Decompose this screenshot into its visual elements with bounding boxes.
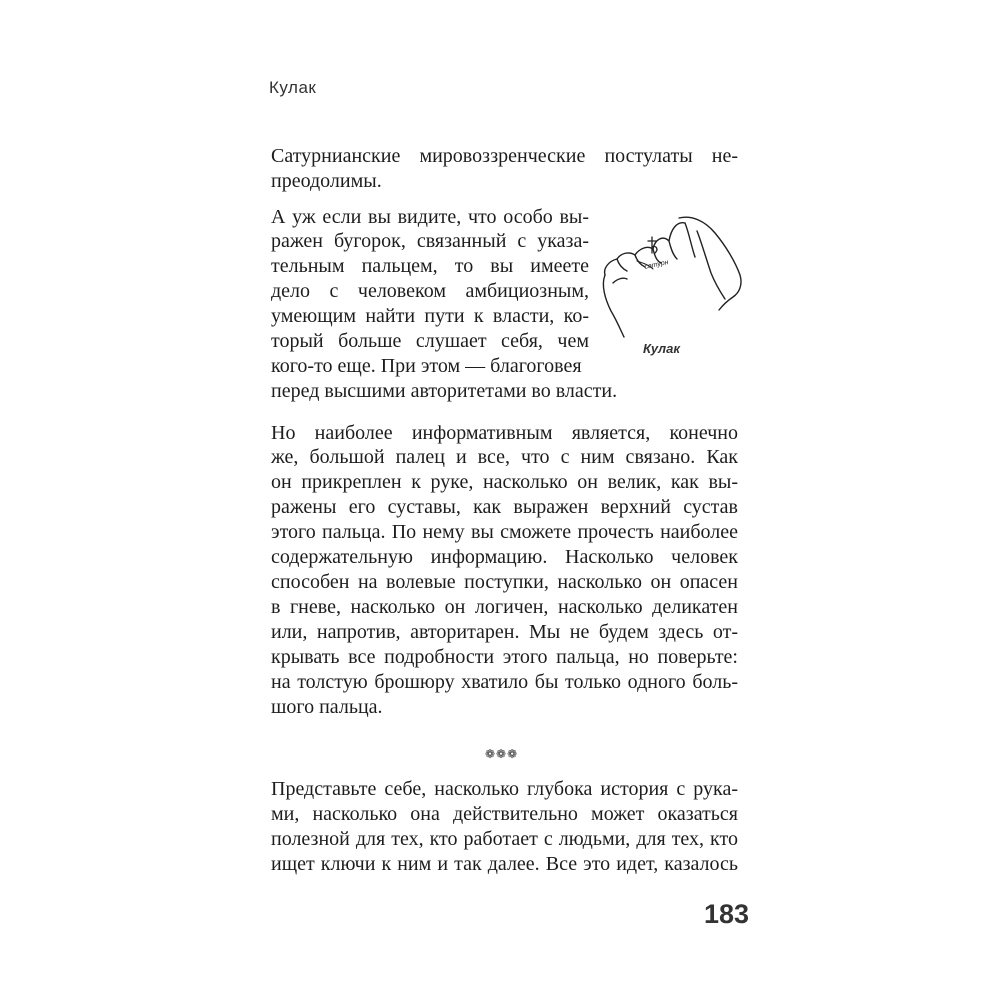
paragraph-2-line-2: ражен бугорок, связанный с указа- bbox=[271, 230, 589, 252]
paragraph-3-line-7: способен на волевые поступки, насколько он опасен bbox=[271, 571, 738, 593]
paragraph-3-line-9: или, напротив, авторитарен. Мы не будем здесь от- bbox=[271, 621, 738, 643]
figure-caption: Кулак bbox=[643, 341, 680, 356]
paragraph-3-line-4: ражены его суставы, как выражен верхний сустав bbox=[271, 496, 738, 518]
saturn-label: сатурн bbox=[643, 259, 670, 271]
running-head: Кулак bbox=[269, 78, 317, 97]
fist-drawing bbox=[597, 213, 747, 343]
page-number: 183 bbox=[704, 899, 750, 929]
paragraph-3-line-5: этого пальца. По нему вы сможете прочесть наиболее bbox=[271, 521, 738, 543]
paragraph-3-line-12: шого пальца. bbox=[271, 696, 383, 718]
paragraph-2-line-7: кого-то еще. При этом — благоговея bbox=[271, 355, 582, 377]
paragraph-4-line-1: Представьте себе, насколько глубока история с рука- bbox=[271, 778, 738, 800]
paragraph-3-line-1: Но наиболее информативным является, конечно bbox=[271, 422, 738, 444]
paragraph-2-line-4: дело с человеком амбициозным, bbox=[271, 280, 589, 302]
paragraph-3-line-2: же, большой палец и все, что с ним связано. Как bbox=[271, 446, 738, 468]
paragraph-3-line-8: в гневе, насколько он логичен, насколько деликатен bbox=[271, 596, 738, 618]
paragraph-4-line-3: полезной для тех, кто работает с людьми, для тех, кто bbox=[271, 828, 738, 850]
paragraph-2-line-5: умеющим найти пути к власти, ко- bbox=[271, 305, 589, 327]
paragraph-1-line-1: Сатурнианские мировоззренческие постулаты не- bbox=[271, 145, 738, 167]
paragraph-2-line-8: перед высшими авторитетами во власти. bbox=[271, 380, 618, 402]
paragraph-2-line-1: А уж если вы видите, что особо вы- bbox=[271, 206, 589, 228]
paragraph-3-line-10: крывать все подробности этого пальца, но поверьте: bbox=[271, 646, 738, 668]
paragraph-3-line-3: он прикреплен к руке, насколько он велик, как вы- bbox=[271, 471, 738, 493]
paragraph-4-line-4: ищет ключи к ним и так далее. Все это идет, казалось bbox=[271, 853, 738, 875]
paragraph-1-line-2: преодолимы. bbox=[271, 170, 382, 192]
paragraph-3-line-6: содержательную информацию. Насколько человек bbox=[271, 546, 738, 568]
paragraph-3-line-11: на толстую брошюру хватило бы только одного боль- bbox=[271, 671, 738, 693]
paragraph-2-line-3: тельным пальцем, то вы имеете bbox=[271, 255, 589, 277]
section-separator: ❁❁❁ bbox=[485, 747, 519, 761]
paragraph-4-line-2: ми, насколько она действительно может оказаться bbox=[271, 803, 738, 825]
paragraph-2-line-6: торый больше слушает себя, чем bbox=[271, 330, 589, 352]
